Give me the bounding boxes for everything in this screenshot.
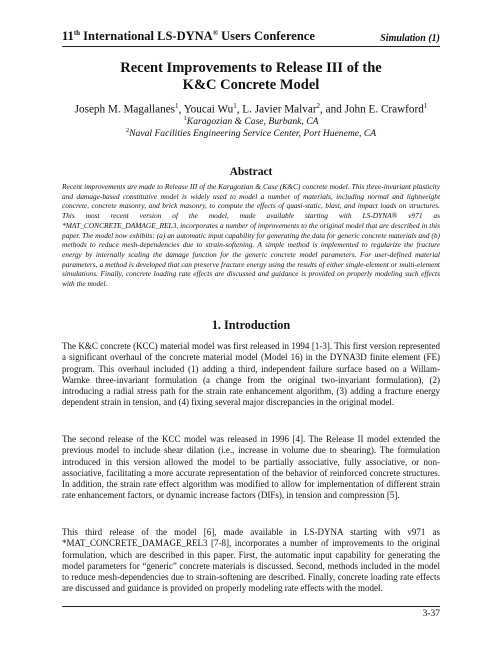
ordinal-suffix: th [73,28,81,37]
affiliation-marker: 2 [125,127,130,134]
affiliation-2 [62,125,440,140]
body-paragraph: The second release of the KCC model was released in 1996 [4]. The Release II model extended the previous model to include shear dilation (i.e., increase in volume due to shearing). The formulation introduced in this version allowed the model to be partially associative, fully associative, or non-associative, facilitating a more accurate representation of the behavior of reinforced concrete structures. In addition, the strain rate effect algorithm was modified to allow for implementation of different strain rate enhancement factors, or dynamic increase factors (DIFs), in tension and compression [5]. [62,434,440,501]
page-number: 3-37 [422,609,440,619]
body-paragraph: The K&C concrete (KCC) material model was first released in 1994 [1-3]. This first version represented a significant overhaul of the concrete material model (Model 16) in the DYNA3D finite element (FE) program. This overhaul included (1) adding a third, independent failure surface based on a Willam-Warnke three-invariant formulation (a change from the original two-invariant formulation), (2) introducing a radial stress path for the strain rate enhancement algorithm, (3) adding a fracture energy dependent strain in tension, and (4) fixing several major discrepancies in the original model. [62,341,440,408]
paper-title [62,60,440,94]
abstract-text: Recent improvements are made to Release III of the Karagozian & Case (K&C) concrete model. This three-invariant plasticity and damage-based constitutive model is widely used to model a number of materials, including normal and lightweight concrete, concrete masonry, and brick masonry, to compute the effects of quasi-static, blast, and impact loads on structures. This most recent version of the model, made available starting with LS-DYNA® v971 as *MAT_CONCRETE_DAMAGE_REL3, incorporates a number of improvements to the original model that are described in this paper. The model now exhibits: (a) an automatic input capability for generating the data for generic concrete materials and (b) methods to reduce mesh-dependencies due to strain-softening. A simple method is implemented to regularize the fracture energy by internally scaling the damage function for the generic concrete model parameters. For user-defined material parameters, a method is developed that can preserve fracture energy using the results of either single-element or multi-element simulations. Finally, concrete loading rate effects are discussed and guidance is provided on properly modeling such effects with the model. [62,182,440,289]
header-divider [62,46,440,47]
footer-divider [62,606,440,607]
author-name: , and John E. Crawford [320,103,424,116]
affiliation-text: Naval Facilities Engineering Service Center, Port Hueneme, CA [129,128,377,140]
affiliation-marker: 2 [316,102,321,110]
conference-title-suffix: Users Conference [217,29,315,43]
conference-title: International LS-DYNA [80,29,213,43]
conference-number: 11 [62,29,74,43]
session-label: Simulation (1) [380,33,440,44]
affiliation-text: Karagozian & Case, Burbank, CA [186,116,319,128]
running-header [62,22,440,44]
author-name: , Youcai Wu [178,103,234,116]
title-line-2: K&C Concrete Model [182,77,320,93]
author-name: Joseph M. Magallanes [74,103,176,116]
abstract-heading: Abstract [229,166,273,178]
affiliation-marker: 1 [175,102,179,110]
affiliation-marker: 1 [233,102,237,110]
affiliation-marker: 1 [423,102,428,110]
affiliation-marker: 1 [183,115,187,122]
body-paragraph: This third release of the model [6], made available in LS-DYNA starting with v971 as *MAT_CONCRETE_DAMAGE_REL3 [7-8], incorporates a number of improvements to the original formulation, which are described in this paper. First, the automatic input capability for generating the model parameters for “generic” concrete materials is discussed. Second, methods included in the model to reduce mesh-dependencies due to strain-softening are described. Finally, concrete loading rate effects are discussed and guidance is provided on properly modeling rate effects with the model. [62,527,440,594]
registered-mark: ® [212,28,218,37]
title-line-1: Recent Improvements to Release III of the [120,60,382,76]
author-name: , L. Javier Malvar [236,103,317,116]
conference-name [62,29,315,44]
section-heading: 1. Introduction [211,318,291,332]
